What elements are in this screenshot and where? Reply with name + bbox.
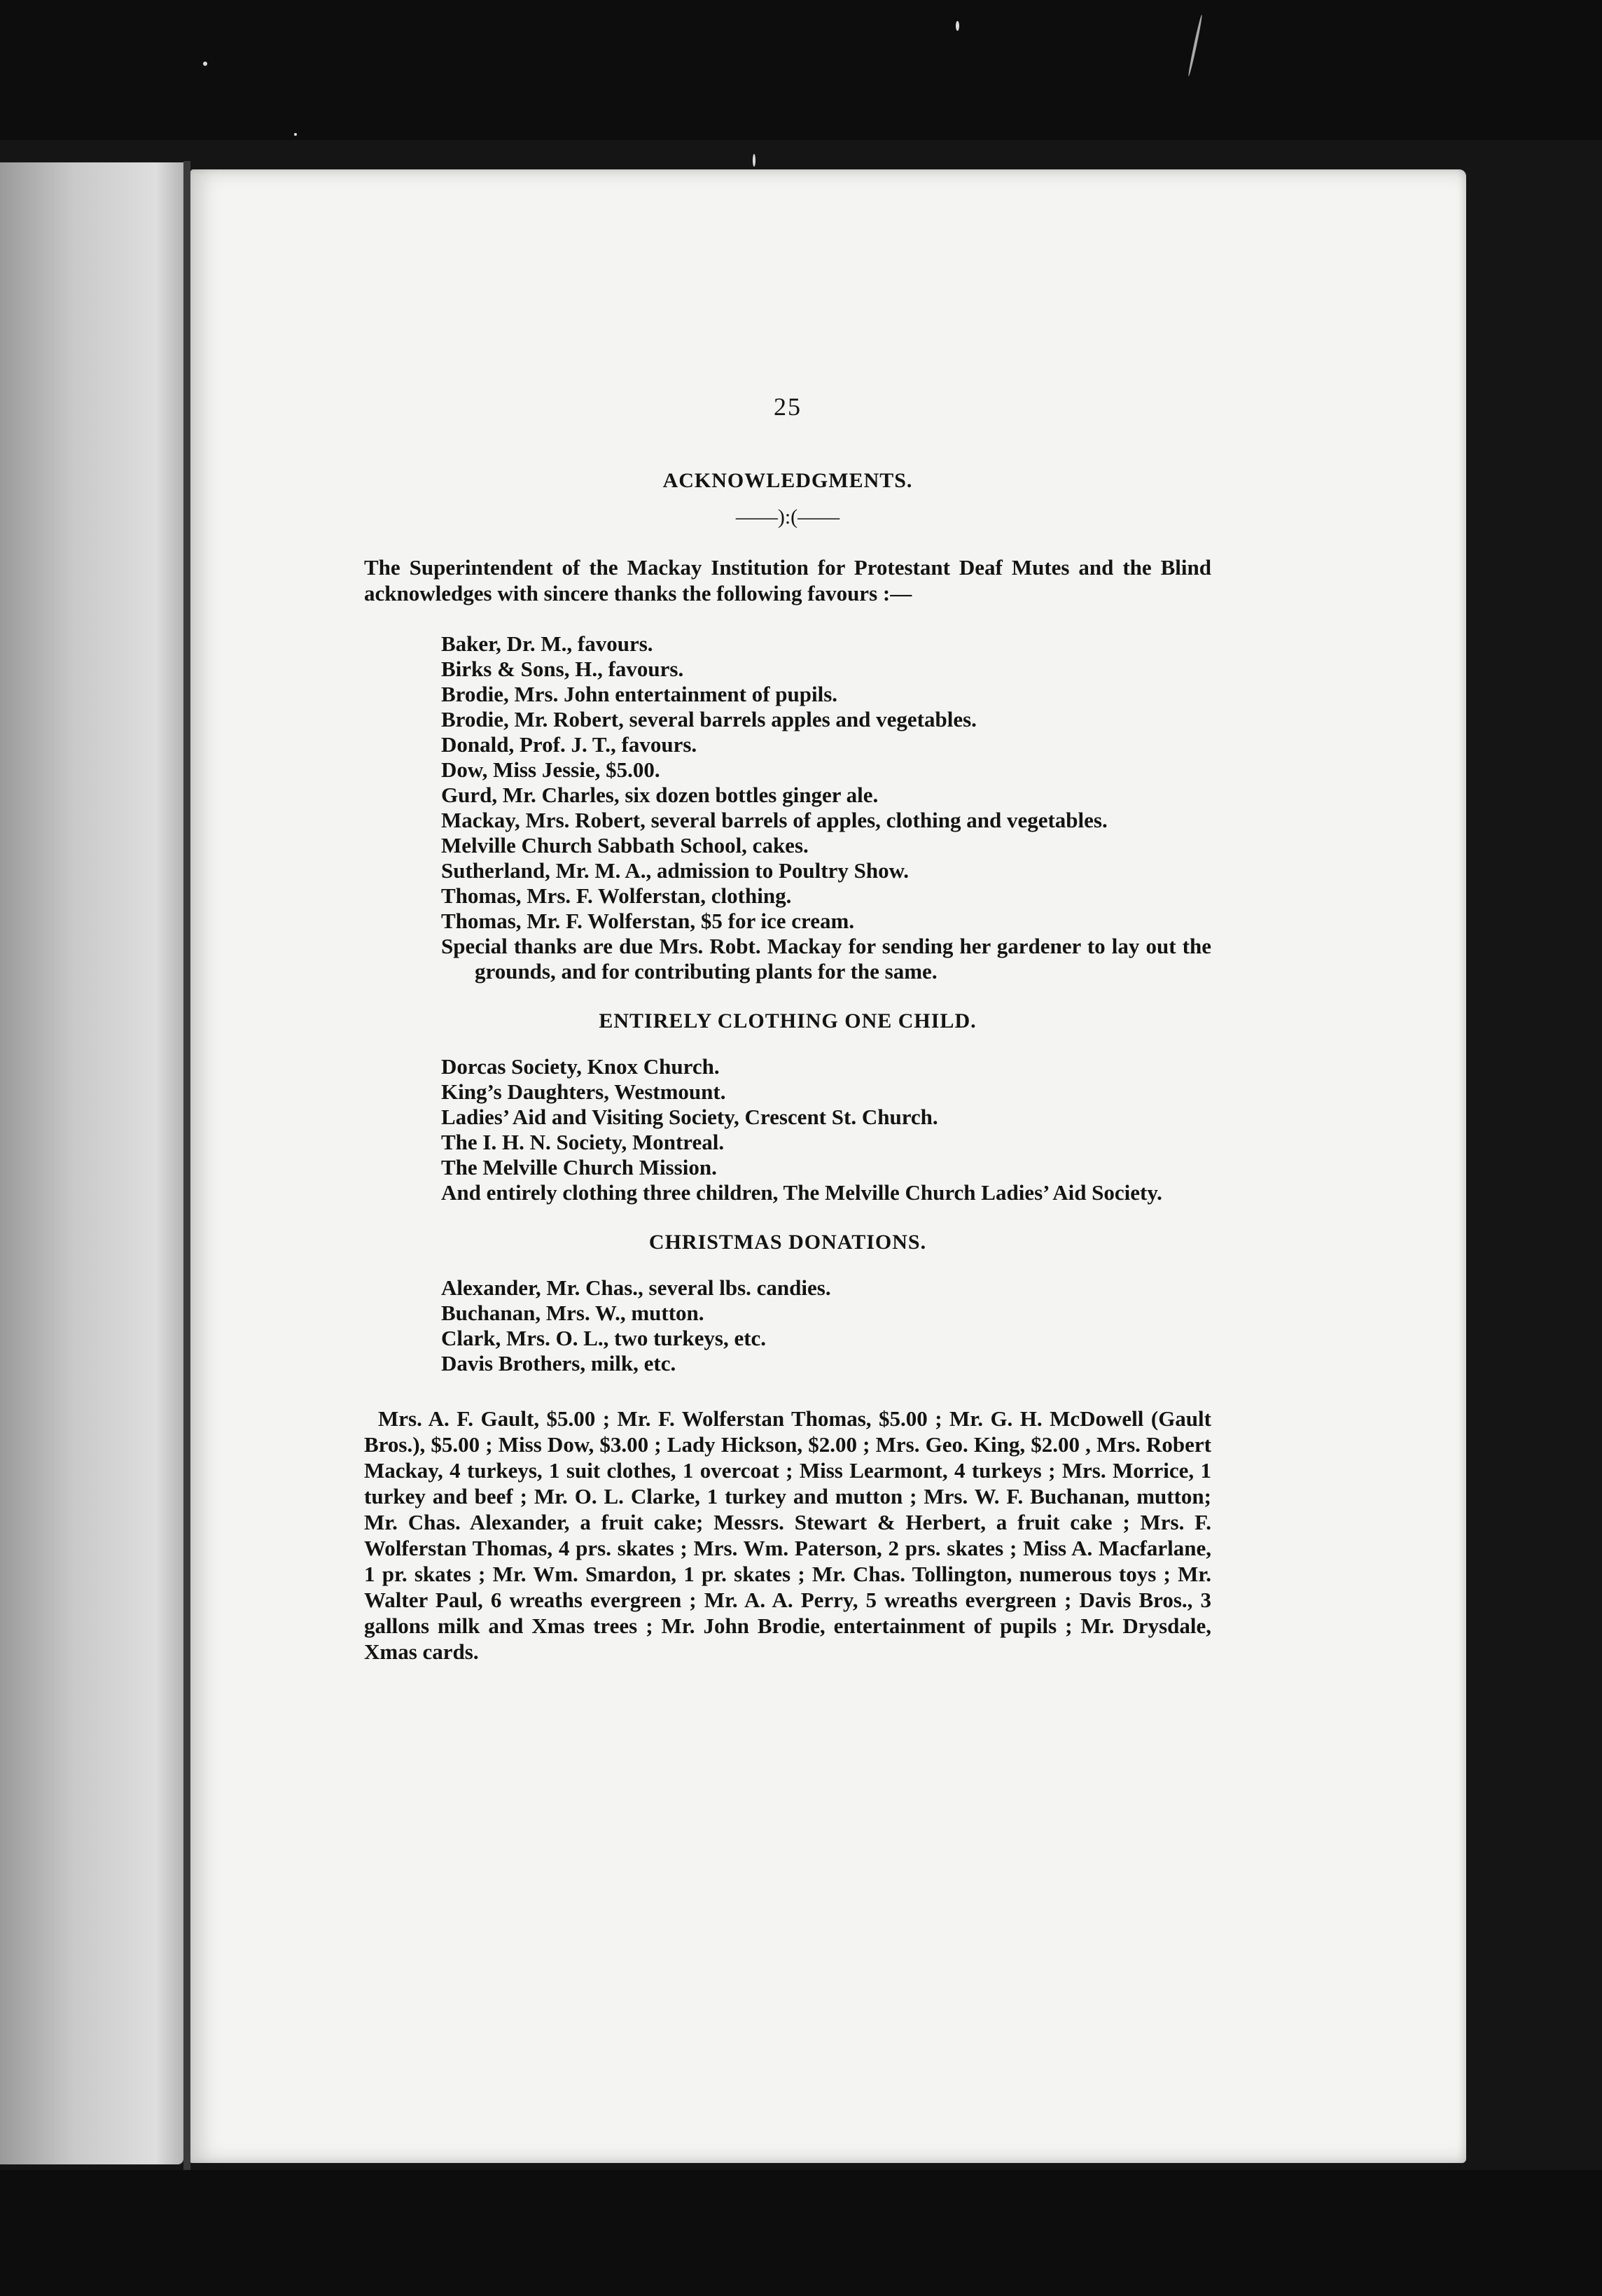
list-item: Thomas, Mr. F. Wolferstan, $5 for ice cream. xyxy=(441,909,855,933)
list-item: And entirely clothing three children, The Melville Church Ladies’ Aid Society. xyxy=(441,1180,1162,1205)
list-item: Davis Brothers, milk, etc. xyxy=(441,1351,676,1376)
list-item: Baker, Dr. M., favours. xyxy=(441,631,653,656)
list-item: Donald, Prof. J. T., favours. xyxy=(441,732,697,757)
list-item: The Melville Church Mission. xyxy=(441,1155,717,1180)
film-speck xyxy=(956,21,959,31)
film-speck xyxy=(203,62,207,66)
list-item: Brodie, Mrs. John entertainment of pupils. xyxy=(441,682,838,706)
list-item: Special thanks are due Mrs. Robt. Mackay for sending her gardener to lay out the grounds, and for contributing plants for the same. xyxy=(441,934,1211,983)
list-item: The I. H. N. Society, Montreal. xyxy=(441,1130,725,1154)
film-speck xyxy=(753,154,755,167)
film-speck xyxy=(294,133,297,136)
page-number: 25 xyxy=(774,393,802,421)
list-item: Melville Church Sabbath School, cakes. xyxy=(441,833,809,858)
intro-paragraph: The Superintendent of the Mackay Institution for Protestant Deaf Mutes and the Blind acknowledges with sincere thanks the following favours :— xyxy=(364,555,1211,606)
list-item: Clark, Mrs. O. L., two turkeys, etc. xyxy=(441,1326,767,1350)
list-item: Birks & Sons, H., favours. xyxy=(441,657,684,681)
clothing-heading: ENTIRELY CLOTHING ONE CHILD. xyxy=(599,1009,977,1032)
christmas-heading: CHRISTMAS DONATIONS. xyxy=(648,1231,927,1254)
film-frame-top xyxy=(0,0,1602,140)
list-item: Alexander, Mr. Chas., several lbs. candies. xyxy=(441,1275,831,1300)
list-item: Brodie, Mr. Robert, several barrels apples and vegetables. xyxy=(441,707,977,732)
list-item: Dorcas Society, Knox Church. xyxy=(441,1054,720,1079)
book-gutter xyxy=(183,161,190,2170)
page-title: ACKNOWLEDGMENTS. xyxy=(662,469,913,492)
list-item: King’s Daughters, Westmount. xyxy=(441,1079,726,1104)
page-content xyxy=(364,392,1211,1665)
list-item: Dow, Miss Jessie, $5.00. xyxy=(441,757,660,782)
list-item: Buchanan, Mrs. W., mutton. xyxy=(441,1301,704,1325)
facing-page-edge xyxy=(0,162,183,2164)
section-divider: ——):(—— xyxy=(735,505,840,528)
list-item: Thomas, Mrs. F. Wolferstan, clothing. xyxy=(441,883,792,908)
clothing-list xyxy=(405,1054,1211,1205)
christmas-list xyxy=(405,1275,1211,1376)
list-item: Mackay, Mrs. Robert, several barrels of apples, clothing and vegetables. xyxy=(441,808,1108,832)
list-item: Sutherland, Mr. M. A., admission to Poultry Show. xyxy=(441,858,910,883)
donations-paragraph: Mrs. A. F. Gault, $5.00 ; Mr. F. Wolferstan Thomas, $5.00 ; Mr. G. H. McDowell (Gault Bros.), $5.00 ; Miss Dow, $3.00 ; Lady Hickson, $2.00 ; Mrs. Geo. King, $2.00 , Mrs. Robert Mackay, 4 turkeys, 1 suit clothes, 1 overcoat ; Miss Learmont, 4 turkeys ; Mrs. Morrice, 1 turkey and beef ; Mr. O. L. Clarke, 1 turkey and mutton ; Mrs. W. F. Buchanan, mutton; Mr. Chas. Alexander, a fruit cake; Messrs. Stewart & Herbert, a fruit cake ; Mrs. F. Wolferstan Thomas, 4 prs. skates ; Mrs. Wm. Paterson, 2 prs. skates ; Miss A. Macfarlane, 1 pr. skates ; Mr. Wm. Smardon, 1 pr. skates ; Mr. Chas. Tollington, numerous toys ; Mr. Walter Paul, 6 wreaths evergreen ; Mr. A. A. Perry, 5 wreaths evergreen ; Davis Bros., 3 gallons milk and Xmas trees ; Mr. John Brodie, entertainment of pupils ; Mr. Drysdale, Xmas cards. xyxy=(364,1406,1211,1664)
film-frame-bottom xyxy=(0,2170,1602,2296)
favours-list xyxy=(405,631,1211,984)
list-item: Gurd, Mr. Charles, six dozen bottles ginger ale. xyxy=(441,783,879,807)
list-item: Ladies’ Aid and Visiting Society, Crescent St. Church. xyxy=(441,1105,938,1129)
